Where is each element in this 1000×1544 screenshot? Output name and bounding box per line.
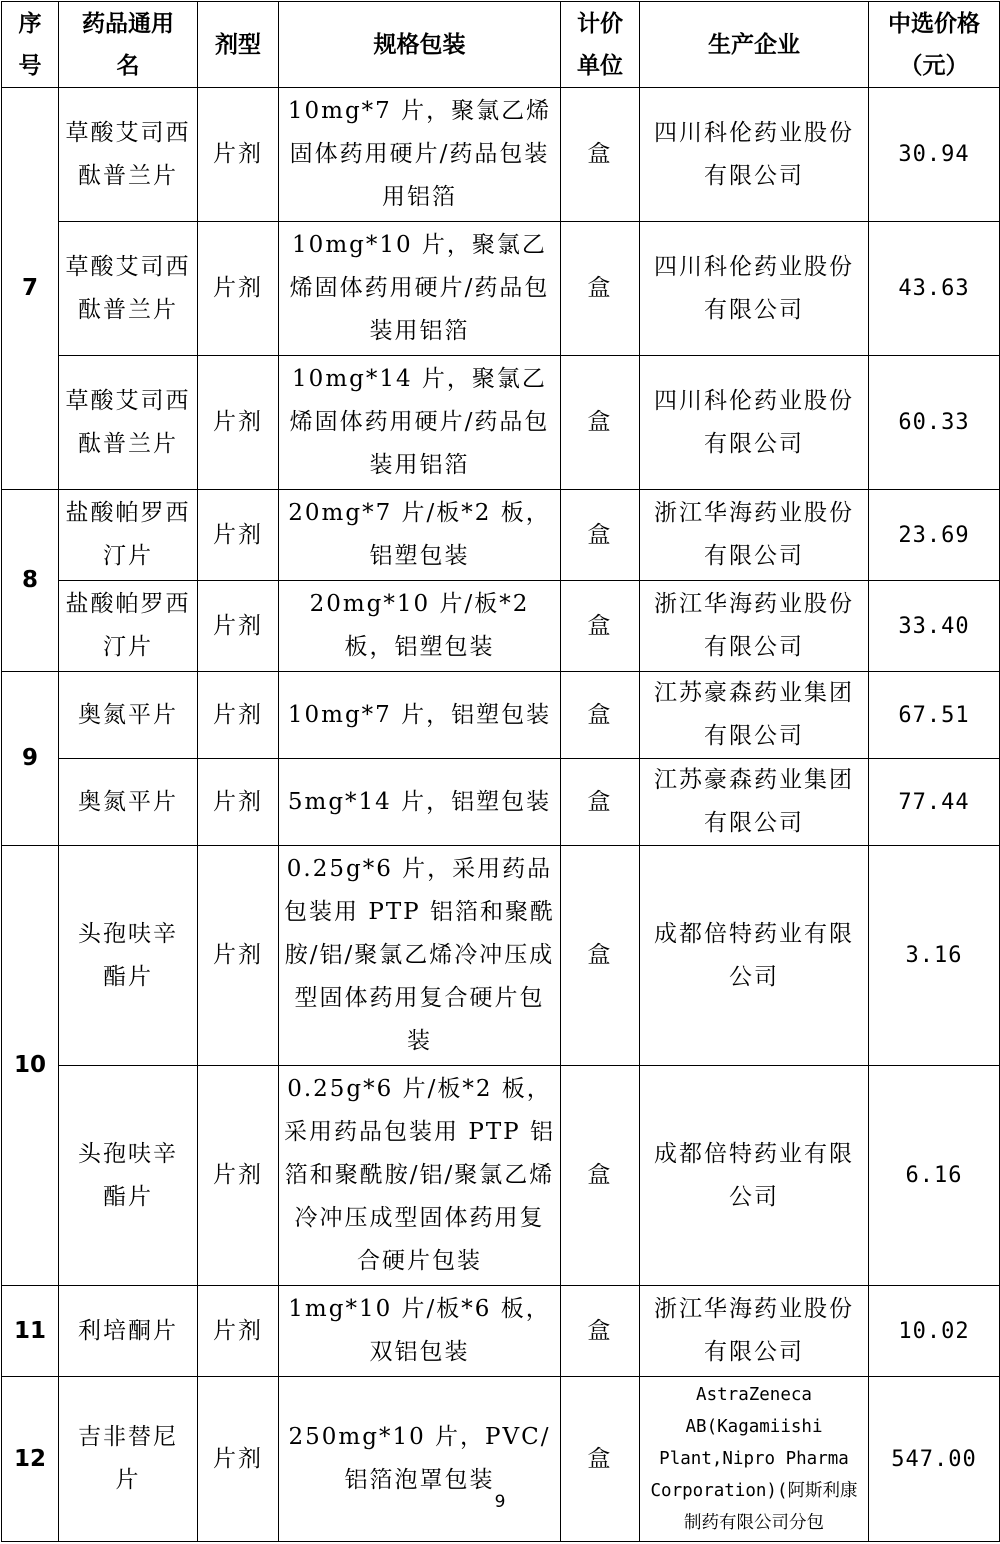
dosage-form: 片剂 (198, 672, 279, 759)
dosage-form: 片剂 (198, 222, 279, 356)
manufacturer: 浙江华海药业股份有限公司 (640, 581, 869, 672)
selected-price: 6.16 (869, 1066, 1000, 1286)
table-row (2, 356, 1000, 490)
row-seq: 11 (2, 1286, 59, 1377)
selected-price: 30.94 (869, 88, 1000, 222)
drug-name: 奥氮平片 (59, 672, 198, 759)
dosage-form: 片剂 (198, 356, 279, 490)
table-row (2, 1377, 1000, 1542)
selected-price: 43.63 (869, 222, 1000, 356)
manufacturer: 浙江华海药业股份有限公司 (640, 1286, 869, 1377)
spec-packaging: 20mg*10 片/板*2 板，铝塑包装 (279, 581, 561, 672)
drug-name: 草酸艾司西酞普兰片 (59, 222, 198, 356)
pricing-unit: 盒 (561, 222, 640, 356)
spec-packaging: 10mg*14 片，聚氯乙烯固体药用硬片/药品包装用铝箔 (279, 356, 561, 490)
dosage-form: 片剂 (198, 1377, 279, 1542)
dosage-form: 片剂 (198, 88, 279, 222)
page-number: 9 (494, 1492, 506, 1512)
selected-price: 3.16 (869, 846, 1000, 1066)
pricing-unit: 盒 (561, 1377, 640, 1542)
table-row (2, 672, 1000, 759)
pricing-unit: 盒 (561, 88, 640, 222)
pricing-unit: 盒 (561, 759, 640, 846)
row-seq: 7 (2, 88, 59, 490)
manufacturer: 成都倍特药业有限公司 (640, 846, 869, 1066)
pricing-unit: 盒 (561, 1286, 640, 1377)
selected-price: 33.40 (869, 581, 1000, 672)
table-row (2, 88, 1000, 222)
dosage-form: 片剂 (198, 846, 279, 1066)
header-spec: 规格包装 (279, 2, 561, 88)
selected-price: 77.44 (869, 759, 1000, 846)
header-manufacturer: 生产企业 (640, 2, 869, 88)
pricing-unit: 盒 (561, 672, 640, 759)
row-seq: 9 (2, 672, 59, 846)
table-row (2, 581, 1000, 672)
dosage-form: 片剂 (198, 759, 279, 846)
manufacturer: 江苏豪森药业集团有限公司 (640, 759, 869, 846)
selected-price: 60.33 (869, 356, 1000, 490)
table-row (2, 846, 1000, 1066)
table-row (2, 759, 1000, 846)
row-seq: 8 (2, 490, 59, 672)
drug-name: 头孢呋辛酯片 (59, 1066, 198, 1286)
drug-name: 草酸艾司西酞普兰片 (59, 88, 198, 222)
drug-name: 盐酸帕罗西汀片 (59, 581, 198, 672)
selected-price: 547.00 (869, 1377, 1000, 1542)
pricing-unit: 盒 (561, 846, 640, 1066)
header-row (2, 2, 1000, 88)
manufacturer: 江苏豪森药业集团有限公司 (640, 672, 869, 759)
table-row (2, 1066, 1000, 1286)
drug-name: 利培酮片 (59, 1286, 198, 1377)
table-row (2, 1286, 1000, 1377)
selected-price: 10.02 (869, 1286, 1000, 1377)
spec-packaging: 10mg*7 片，铝塑包装 (279, 672, 561, 759)
dosage-form: 片剂 (198, 1286, 279, 1377)
spec-packaging: 0.25g*6 片/板*2 板，采用药品包装用 PTP 铝箔和聚酰胺/铝/聚氯乙烯冷冲压成型固体药用复合硬片包装 (279, 1066, 561, 1286)
spec-packaging: 250mg*10 片，PVC/铝箔泡罩包装 (279, 1377, 561, 1542)
manufacturer: 浙江华海药业股份有限公司 (640, 490, 869, 581)
dosage-form: 片剂 (198, 581, 279, 672)
spec-packaging: 10mg*7 片，聚氯乙烯固体药用硬片/药品包装用铝箔 (279, 88, 561, 222)
header-unit: 计价单位 (561, 2, 640, 88)
spec-packaging: 0.25g*6 片，采用药品包装用 PTP 铝箔和聚酰胺/铝/聚氯乙烯冷冲压成型固体药用复合硬片包装 (279, 846, 561, 1066)
selected-price: 23.69 (869, 490, 1000, 581)
spec-packaging: 5mg*14 片，铝塑包装 (279, 759, 561, 846)
row-seq: 12 (2, 1377, 59, 1542)
header-name: 药品通用名 (59, 2, 198, 88)
drug-name: 头孢呋辛酯片 (59, 846, 198, 1066)
row-seq: 10 (2, 846, 59, 1286)
drug-name: 吉非替尼片 (59, 1377, 198, 1542)
drug-name: 草酸艾司西酞普兰片 (59, 356, 198, 490)
spec-packaging: 10mg*10 片，聚氯乙烯固体药用硬片/药品包装用铝箔 (279, 222, 561, 356)
dosage-form: 片剂 (198, 1066, 279, 1286)
selected-price: 67.51 (869, 672, 1000, 759)
spec-packaging: 1mg*10 片/板*6 板，双铝包装 (279, 1286, 561, 1377)
spec-packaging: 20mg*7 片/板*2 板，铝塑包装 (279, 490, 561, 581)
drug-name: 奥氮平片 (59, 759, 198, 846)
manufacturer: 四川科伦药业股份有限公司 (640, 356, 869, 490)
manufacturer: 四川科伦药业股份有限公司 (640, 222, 869, 356)
pricing-unit: 盒 (561, 581, 640, 672)
header-form: 剂型 (198, 2, 279, 88)
manufacturer: 四川科伦药业股份有限公司 (640, 88, 869, 222)
drug-name: 盐酸帕罗西汀片 (59, 490, 198, 581)
drug-price-table (1, 1, 1000, 1542)
header-price: 中选价格（元） (869, 2, 1000, 88)
pricing-unit: 盒 (561, 490, 640, 581)
header-seq: 序号 (2, 2, 59, 88)
dosage-form: 片剂 (198, 490, 279, 581)
pricing-unit: 盒 (561, 1066, 640, 1286)
manufacturer: 成都倍特药业有限公司 (640, 1066, 869, 1286)
table-row (2, 222, 1000, 356)
pricing-unit: 盒 (561, 356, 640, 490)
table-row (2, 490, 1000, 581)
manufacturer: AstraZeneca AB(Kagamiishi Plant,Nipro Pharma Corporation)(阿斯利康制药有限公司分包 (640, 1377, 869, 1542)
